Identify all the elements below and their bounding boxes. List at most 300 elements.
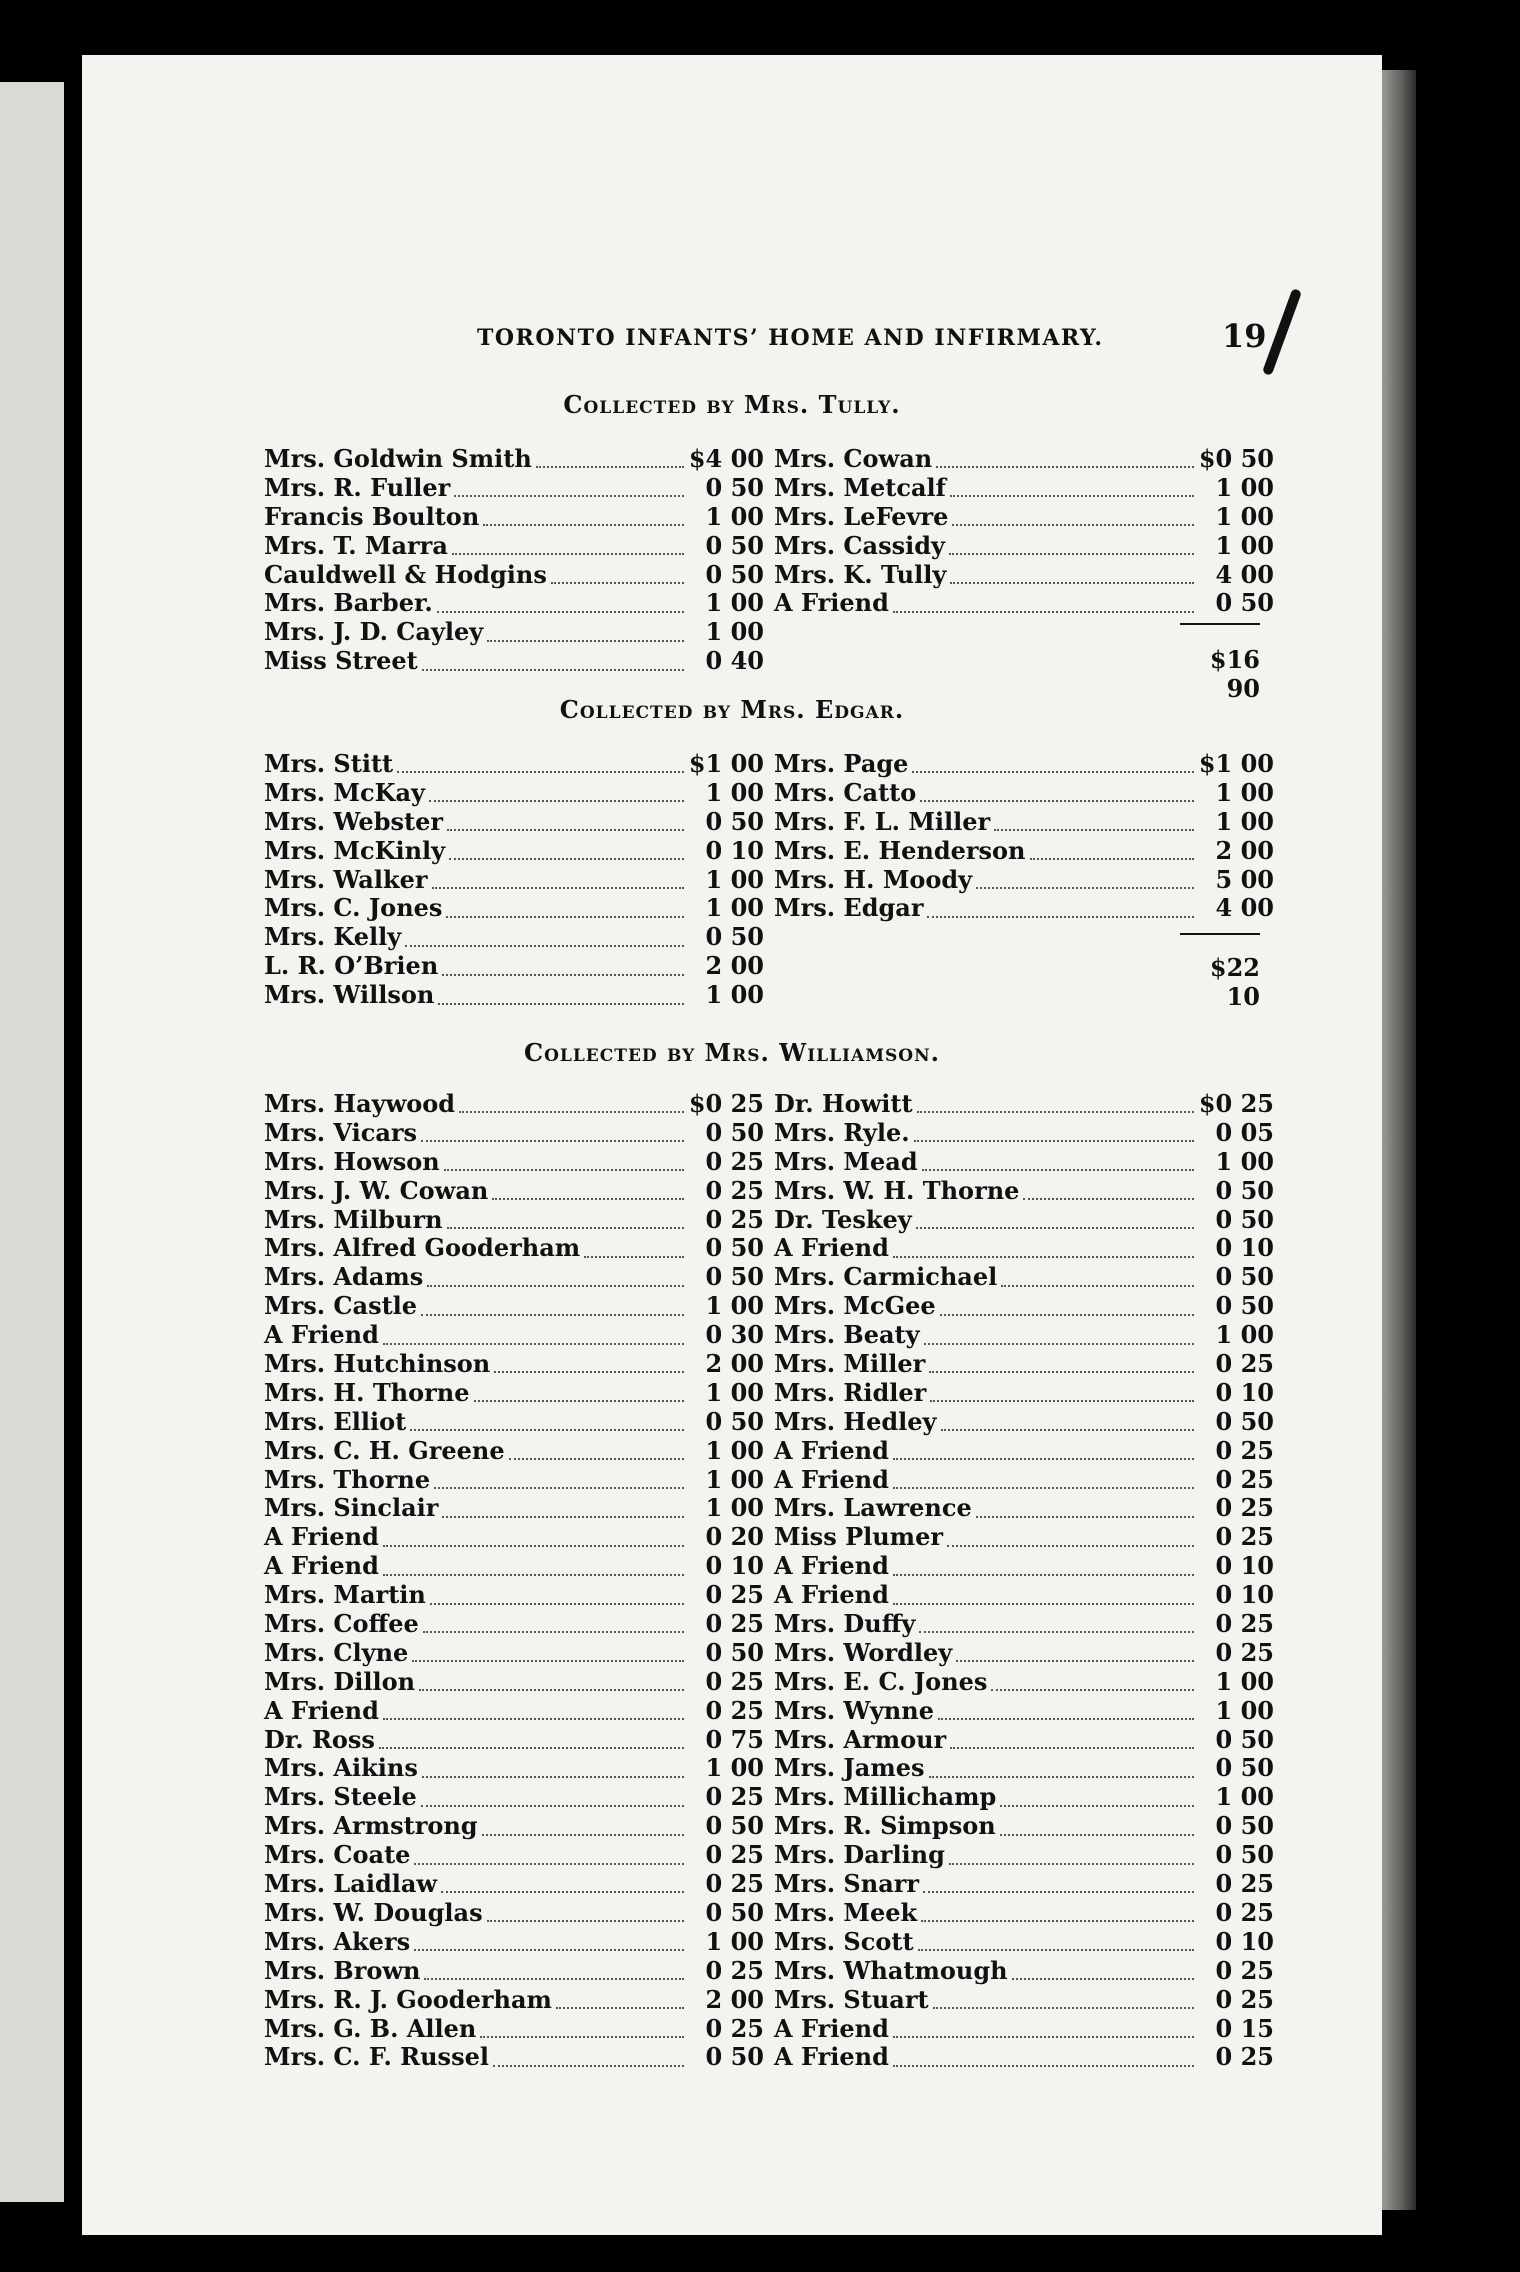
donation-amount: 1 00 [705,864,764,894]
donation-amount: 1 00 [1215,1782,1274,1812]
donation-amount: 0 50 [1215,588,1274,618]
list-edgar-right [774,750,1274,923]
list-item [264,618,764,647]
donor-name: Mrs. Willson [264,980,435,1010]
list-item [774,532,1274,561]
leader-dots [949,1855,1194,1865]
donor-name: Miss Street [264,646,418,676]
leader-dots [947,1537,1194,1547]
leader-dots [437,603,684,613]
list-item [264,2015,764,2044]
leader-dots [482,1826,684,1836]
leader-dots [379,1739,684,1749]
list-item [264,1899,764,1928]
donor-name: Mrs. Armstrong [264,1811,478,1841]
donor-name: Mrs. Miller [774,1349,926,1379]
donation-amount: 1 00 [1215,777,1274,807]
total-tully: $16 90 [1209,645,1260,703]
donor-name: Mrs. Kelly [264,922,402,952]
list-item [264,1292,764,1321]
donation-amount: 0 10 [1215,1233,1274,1263]
leader-dots [483,516,684,526]
list-item [264,2043,764,2072]
donation-amount: 0 25 [1215,1984,1274,2014]
leader-dots [918,1941,1194,1951]
leader-dots [976,1508,1194,1518]
donation-amount: 0 50 [705,1897,764,1927]
donor-name: Dr. Teskey [774,1204,912,1234]
list-item [774,866,1274,895]
leader-dots [914,1132,1194,1142]
leader-dots [383,1335,684,1345]
list-item [264,866,764,895]
list-item [264,952,764,981]
leader-dots [446,908,684,918]
list-item [774,1119,1274,1148]
leader-dots [950,487,1194,497]
list-item [774,1581,1274,1610]
donor-name: A Friend [774,1580,889,1610]
leader-dots [923,1883,1194,1893]
donor-name: Mrs. Elliot [264,1406,407,1436]
leader-dots [551,574,684,584]
list-item [264,1206,764,1235]
donation-amount: 0 50 [705,1406,764,1436]
donation-amount: 0 50 [705,1262,764,1292]
donation-amount: 0 40 [705,646,764,676]
donation-amount: 0 50 [1215,1175,1274,1205]
donation-amount: 0 25 [705,1204,764,1234]
donation-amount: 1 00 [705,1493,764,1523]
list-item [774,1986,1274,2015]
donor-name: Mrs. Adams [264,1262,424,1292]
donation-amount: 0 50 [705,1637,764,1667]
leader-dots [912,763,1194,773]
leader-dots [449,850,684,860]
running-head [82,317,1382,365]
list-item [264,981,764,1010]
list-item [774,808,1274,837]
donor-name: Mrs. Howson [264,1146,440,1176]
donor-name: Mrs. E. Henderson [774,835,1026,865]
leader-dots [419,1681,684,1691]
list-item [264,1841,764,1870]
donation-amount: 0 50 [1215,1753,1274,1783]
list-item [774,1206,1274,1235]
donation-amount: 0 50 [1215,1291,1274,1321]
donor-name: Mrs. Barber. [264,588,433,618]
leader-dots [492,1190,684,1200]
donor-name: Mrs. K. Tully [774,559,947,589]
donation-amount: 0 25 [705,1580,764,1610]
list-item [774,1350,1274,1379]
section-heading-edgar: Collected by Mrs. Edgar. [559,695,905,724]
leader-dots [893,1450,1194,1460]
donation-amount: 1 00 [1215,501,1274,531]
list-item [264,503,764,532]
leader-dots [924,1335,1194,1345]
leader-dots [893,1479,1194,1489]
donation-amount: 2 00 [705,1349,764,1379]
leader-dots [956,1652,1194,1662]
leader-dots [929,1363,1194,1373]
donor-name: Mrs. J. D. Cayley [264,617,484,647]
leader-dots [536,458,684,468]
donation-amount: $4 00 [688,444,764,473]
donor-name: Mrs. Wynne [774,1695,934,1725]
leader-dots [1000,1797,1194,1807]
leader-dots [921,1912,1194,1922]
donor-name: Mrs. Edgar [774,893,924,923]
donor-name: A Friend [774,2042,889,2072]
list-item [774,2015,1274,2044]
donation-amount: 0 25 [1215,1464,1274,1494]
donor-name: Mrs. R. Simpson [774,1811,996,1841]
donation-amount: 1 00 [1215,1320,1274,1350]
donation-amount: $0 50 [1198,444,1274,473]
donor-name: Mrs. Beaty [774,1320,920,1350]
list-item [264,445,764,474]
donor-name: Mrs. Hedley [774,1406,937,1436]
leader-dots [422,1768,684,1778]
list-item [774,1783,1274,1812]
donor-name: Mrs. Martin [264,1580,426,1610]
donation-amount: 1 00 [705,617,764,647]
donor-name: Miss Plumer [774,1522,943,1552]
donation-amount: 1 00 [705,1377,764,1407]
leader-dots [454,487,684,497]
list-item [264,1119,764,1148]
list-item [774,1177,1274,1206]
list-item [264,1177,764,1206]
leader-dots [893,1566,1194,1576]
donor-name: A Friend [264,1320,379,1350]
donor-name: Mrs. James [774,1753,925,1783]
donor-name: Mrs. Darling [774,1840,945,1870]
leader-dots [421,1306,684,1316]
list-williamson-left [264,1090,764,2072]
list-item [264,1610,764,1639]
page-number: 19 [1222,317,1267,355]
leader-dots [494,1363,684,1373]
donor-name: Mrs. Metcalf [774,472,946,502]
donor-name: Mrs. H. Thorne [264,1377,470,1407]
donation-amount: 0 50 [705,472,764,502]
leader-dots [442,966,684,976]
donation-amount: $1 00 [688,749,764,778]
leader-dots [556,1999,684,2009]
list-item [774,1263,1274,1292]
leader-dots [434,1479,684,1489]
donation-amount: 0 20 [705,1522,764,1552]
donor-name: Mrs. H. Moody [774,864,973,894]
list-item [774,1466,1274,1495]
donor-name: A Friend [264,1522,379,1552]
leader-dots [424,1970,684,1980]
donation-amount: 0 50 [705,1117,764,1147]
donor-name: Cauldwell & Hodgins [264,559,547,589]
donation-amount: 0 25 [705,1695,764,1725]
donor-name: A Friend [774,1551,889,1581]
list-item [774,1090,1274,1119]
list-item [264,1957,764,1986]
list-item [264,779,764,808]
leader-dots [383,1566,684,1576]
leader-dots [423,1623,684,1633]
list-item [774,474,1274,503]
leader-dots [927,908,1194,918]
list-item [774,1870,1274,1899]
donor-name: Mrs. Ryle. [774,1117,910,1147]
list-item [264,1754,764,1783]
donor-name: Mrs. C. F. Russel [264,2042,489,2072]
list-item [264,1321,764,1350]
leader-dots [412,1652,684,1662]
list-item [774,503,1274,532]
list-item [264,1523,764,1552]
leader-dots [432,879,684,889]
donor-name: Mrs. Dillon [264,1666,416,1696]
leader-dots [421,1132,684,1142]
list-item [774,561,1274,590]
leader-dots [933,1999,1194,2009]
donation-amount: 0 25 [705,1609,764,1639]
list-item [264,1494,764,1523]
donation-amount: 1 00 [705,1753,764,1783]
donor-name: Mrs. Ridler [774,1377,927,1407]
donor-name: Mrs. Armour [774,1724,947,1754]
donor-name: Mrs. C. Jones [264,893,443,923]
donor-name: A Friend [774,588,889,618]
donor-name: A Friend [774,1435,889,1465]
list-item [264,1928,764,1957]
leader-dots [930,1392,1194,1402]
leader-dots [893,603,1194,613]
donor-name: Mrs. W. Douglas [264,1897,483,1927]
donation-amount: 0 25 [705,1869,764,1899]
donor-name: Mrs. Page [774,749,909,778]
list-item [774,1957,1274,1986]
list-item [774,837,1274,866]
page-stack-edge [1382,70,1416,2210]
donor-name: Mrs. Meek [774,1897,918,1927]
leader-dots [397,763,684,773]
total-edgar: $22 10 [1209,953,1260,1011]
donor-name: L. R. O’Brien [264,951,439,981]
donation-amount: 0 75 [705,1724,764,1754]
donor-name: Mrs. Catto [774,777,917,807]
leader-dots [459,1103,684,1113]
donor-name: Mrs. Laidlaw [264,1869,438,1899]
leader-dots [487,1912,684,1922]
leader-dots [410,1421,684,1431]
donation-amount: 0 25 [705,1840,764,1870]
list-item [774,1523,1274,1552]
donation-amount: 0 25 [1215,1522,1274,1552]
leader-dots [422,661,684,671]
donation-amount: 0 25 [1215,1897,1274,1927]
leader-dots [441,1883,684,1893]
list-item [774,445,1274,474]
donation-amount: 0 10 [1215,1551,1274,1581]
leader-dots [584,1248,684,1258]
leader-dots [893,2028,1194,2038]
leader-dots [487,632,684,642]
leader-dots [922,1161,1194,1171]
leader-dots [936,458,1194,468]
donor-name: A Friend [774,2013,889,2043]
total-rule-edgar [1180,933,1260,935]
list-item [774,1841,1274,1870]
previous-page-edge [0,82,64,2202]
leader-dots [1023,1190,1194,1200]
donation-amount: 1 00 [705,588,764,618]
donor-name: Mrs. Haywood [264,1089,456,1118]
list-item [774,1812,1274,1841]
leader-dots [1000,1826,1194,1836]
leader-dots [976,879,1194,889]
donation-amount: 5 00 [1215,864,1274,894]
donor-name: Mrs. T. Marra [264,530,448,560]
donor-name: A Friend [264,1551,379,1581]
leader-dots [919,1623,1194,1633]
leader-dots [1030,850,1195,860]
donation-amount: 0 50 [1215,1406,1274,1436]
list-item [264,1668,764,1697]
list-item [264,532,764,561]
donation-amount: 0 10 [1215,1926,1274,1956]
donation-amount: 4 00 [1215,893,1274,923]
donation-amount: 0 25 [705,1955,764,1985]
list-item [774,2043,1274,2072]
list-item [264,1552,764,1581]
donation-amount: 1 00 [705,1291,764,1321]
donor-name: Mrs. Thorne [264,1464,431,1494]
donation-amount: 2 00 [1215,835,1274,865]
list-item [774,1610,1274,1639]
list-item [264,1697,764,1726]
list-item [264,1379,764,1408]
donor-name: Mrs. Wordley [774,1637,953,1667]
donor-name: Mrs. Lawrence [774,1493,972,1523]
donation-amount: $1 00 [1198,749,1274,778]
donation-amount: 1 00 [705,501,764,531]
donation-amount: 0 05 [1215,1117,1274,1147]
list-item [774,1899,1274,1928]
leader-dots [893,1248,1194,1258]
leader-dots [442,1508,684,1518]
leader-dots [427,1277,684,1287]
list-item [264,1263,764,1292]
list-edgar-left [264,750,764,1010]
donation-amount: 4 00 [1215,559,1274,589]
list-item [264,1466,764,1495]
donation-amount: 1 00 [1215,1666,1274,1696]
list-item [774,1321,1274,1350]
donor-name: Mrs. Sinclair [264,1493,439,1523]
leader-dots [383,1537,684,1547]
donation-amount: 0 50 [705,559,764,589]
list-item [264,1408,764,1437]
donation-amount: 0 50 [705,806,764,836]
list-item [264,1350,764,1379]
list-item [774,1494,1274,1523]
list-item [264,1726,764,1755]
total-rule-tully [1180,623,1260,625]
leader-dots [950,574,1194,584]
list-item [774,1234,1274,1263]
donor-name: Mrs. R. J. Gooderham [264,1984,552,2014]
donor-name: Mrs. Goldwin Smith [264,444,532,473]
donor-name: A Friend [264,1695,379,1725]
list-item [774,894,1274,923]
leader-dots [414,1855,684,1865]
donation-amount: 0 50 [1215,1262,1274,1292]
donation-amount: 0 10 [1215,1377,1274,1407]
list-tully-right [774,445,1274,618]
list-item [774,1668,1274,1697]
list-item [264,1148,764,1177]
donation-amount: 1 00 [705,1464,764,1494]
donor-name: Mrs. Akers [264,1926,411,1956]
list-item [264,647,764,676]
donor-name: Mrs. Scott [774,1926,914,1956]
list-item [264,750,764,779]
donor-name: Mrs. Millichamp [774,1782,997,1812]
donor-name: Mrs. Clyne [264,1637,409,1667]
list-item [264,1639,764,1668]
donor-name: Mrs. LeFevre [774,501,949,531]
donor-name: Mrs. Steele [264,1782,417,1812]
donation-amount: 1 00 [705,980,764,1010]
list-item [264,589,764,618]
list-tully-left [264,445,764,676]
list-item [264,808,764,837]
donor-name: Mrs. Vicars [264,1117,418,1147]
leader-dots [1012,1970,1194,1980]
donation-amount: 0 50 [1215,1811,1274,1841]
donation-amount: 0 25 [1215,1637,1274,1667]
leader-dots [893,1595,1194,1605]
donor-name: Mrs. Coffee [264,1609,419,1639]
donation-amount: $0 25 [688,1089,764,1118]
donor-name: Mrs. Whatmough [774,1955,1008,1985]
donor-name: Mrs. Snarr [774,1869,920,1899]
donor-name: Mrs. Brown [264,1955,421,1985]
list-item [774,1697,1274,1726]
donor-name: Mrs. Duffy [774,1609,916,1639]
leader-dots [430,1595,684,1605]
donation-amount: 0 10 [705,1551,764,1581]
donation-amount: 0 25 [1215,2042,1274,2072]
donation-amount: 0 25 [1215,1955,1274,1985]
donation-amount: 0 50 [1215,1724,1274,1754]
leader-dots [438,995,684,1005]
donor-name: Mrs. J. W. Cowan [264,1175,489,1205]
leader-dots [929,1768,1194,1778]
leader-dots [938,1710,1194,1720]
donor-name: Mrs. Hutchinson [264,1349,491,1379]
leader-dots [941,1421,1195,1431]
donor-name: Mrs. Stuart [774,1984,929,2014]
donor-name: Mrs. McKay [264,777,425,807]
donation-amount: 0 25 [1215,1349,1274,1379]
donor-name: Mrs. Milburn [264,1204,443,1234]
donor-name: Mrs. Castle [264,1291,418,1321]
list-item [264,1812,764,1841]
donor-name: Dr. Ross [264,1724,375,1754]
list-item [264,894,764,923]
